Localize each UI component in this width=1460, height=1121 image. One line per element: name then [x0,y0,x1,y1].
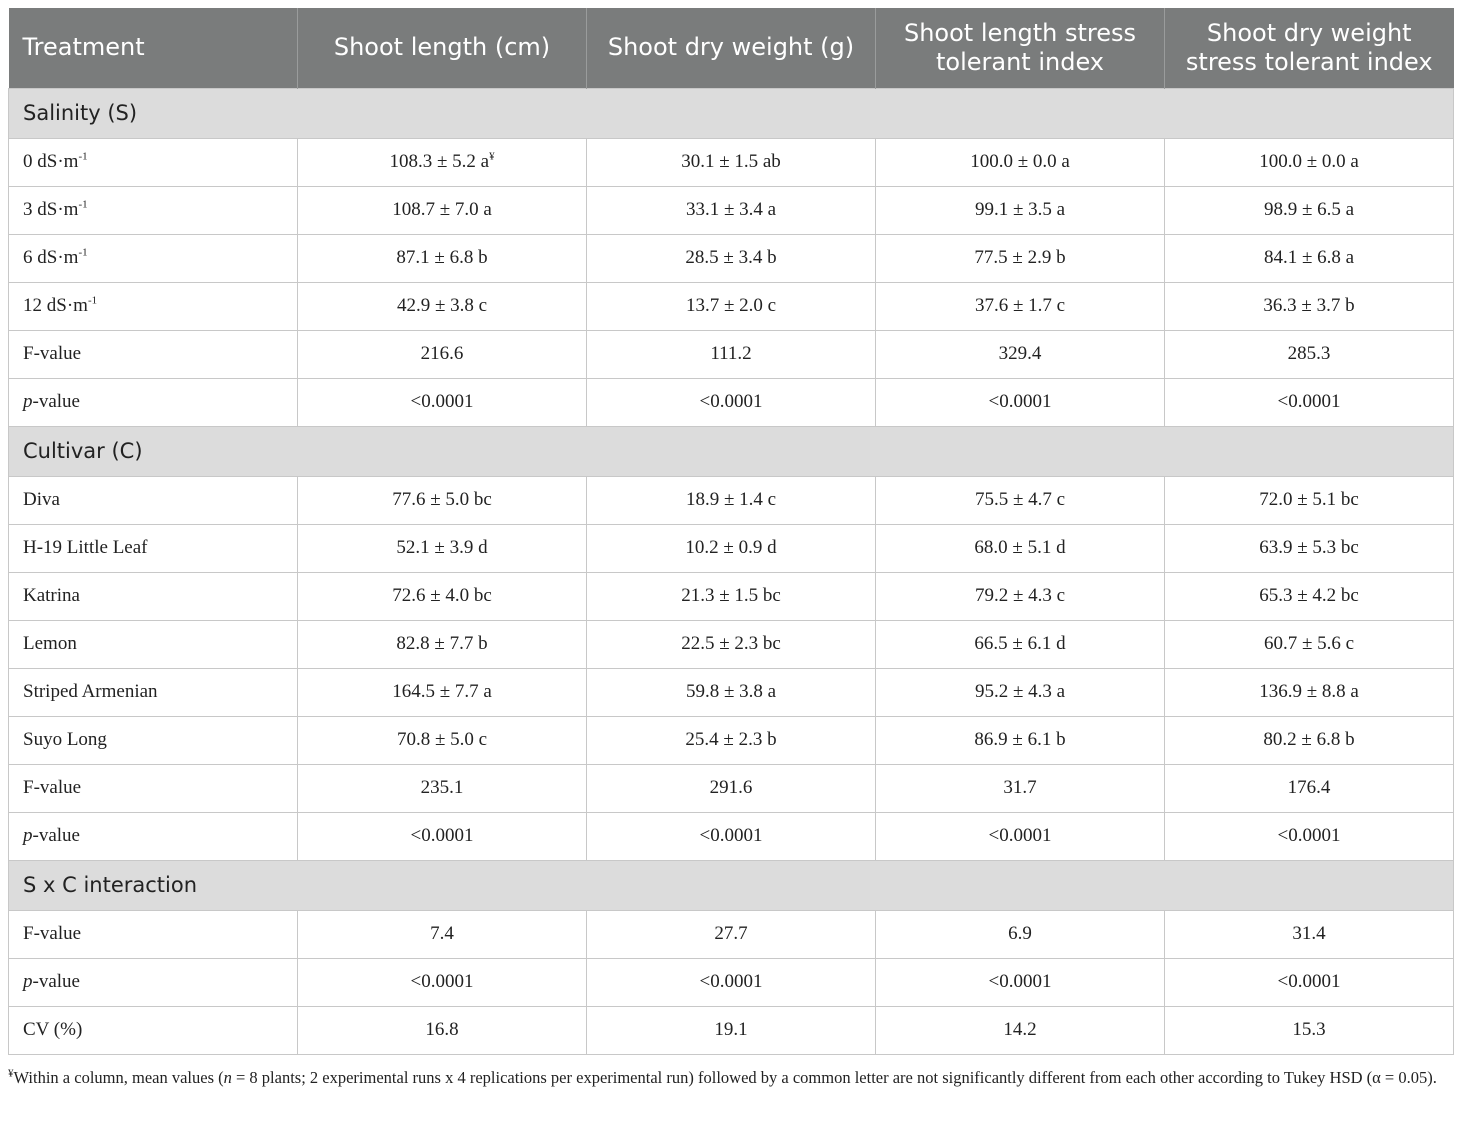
cell-value: 37.6 ± 1.7 c [974,295,1066,316]
header-shoot-length: Shoot length (cm) [298,8,587,88]
table-cell [876,1006,1165,1054]
cell-value: 164.5 ± 7.7 a [392,681,492,702]
row-label-cell [9,476,298,524]
cell-value: 31.7 [1003,777,1037,798]
table-cell [298,282,587,330]
row-label-cell [9,958,298,1006]
table-cell [876,524,1165,572]
row-label-sup: -1 [78,246,88,259]
table-row [9,572,1454,620]
table-row [9,378,1454,426]
cell-footnote-mark: ¥ [489,150,495,163]
table-cell [298,620,587,668]
row-label-sup: -1 [78,150,88,163]
cell-value: <0.0001 [410,391,474,412]
cell-value: <0.0001 [1277,825,1341,846]
table-cell [298,572,587,620]
row-label-italic: p [23,971,33,992]
table-cell [876,138,1165,186]
table-cell [587,330,876,378]
cell-value: 84.1 ± 6.8 a [1263,247,1355,268]
table-cell [587,668,876,716]
row-label: 6 dS·m [23,247,79,268]
section-title: Salinity (S) [9,88,1454,138]
cell-value: <0.0001 [699,971,763,992]
table-row [9,958,1454,1006]
row-label: Lemon [23,633,77,654]
table-cell [298,1006,587,1054]
cell-value: 216.6 [420,343,464,364]
row-label-cell [9,378,298,426]
row-label: 3 dS·m [23,199,79,220]
cell-value: 285.3 [1287,343,1331,364]
table-cell [1165,1006,1454,1054]
table-row [9,620,1454,668]
cell-value: <0.0001 [410,825,474,846]
row-label-cell [9,764,298,812]
table-cell [298,378,587,426]
table-cell [876,812,1165,860]
table-row [9,186,1454,234]
section-row [9,860,1454,910]
cell-value: 70.8 ± 5.0 c [396,729,488,750]
footnote-mark: ¥ [8,1067,14,1080]
table-row [9,282,1454,330]
table-cell [1165,378,1454,426]
table-cell [876,668,1165,716]
table-cell [298,186,587,234]
cell-value: <0.0001 [699,391,763,412]
cell-value: 68.0 ± 5.1 d [974,537,1066,558]
table-row [9,330,1454,378]
table-cell [298,716,587,764]
table-cell [298,812,587,860]
row-label: -value [32,825,80,846]
table-row [9,668,1454,716]
row-label-cell [9,282,298,330]
results-table-container [8,8,1453,1055]
row-label: H-19 Little Leaf [23,537,148,558]
table-cell [876,476,1165,524]
cell-value: 77.6 ± 5.0 bc [392,489,492,510]
row-label-sup: -1 [78,198,88,211]
table-footnote [8,1066,1454,1090]
cell-value: <0.0001 [1277,391,1341,412]
table-row [9,910,1454,958]
cell-value: <0.0001 [988,825,1052,846]
table-row [9,1006,1454,1054]
table-cell [1165,330,1454,378]
table-cell [1165,282,1454,330]
cell-value: <0.0001 [1277,971,1341,992]
cell-value: 13.7 ± 2.0 c [685,295,777,316]
table-cell [1165,958,1454,1006]
table-cell [298,958,587,1006]
cell-value: 72.0 ± 5.1 bc [1259,489,1359,510]
row-label-cell [9,234,298,282]
header-treatment: Treatment [9,8,298,88]
table-row [9,476,1454,524]
row-label-cell [9,572,298,620]
cell-value: 28.5 ± 3.4 b [685,247,777,268]
cell-value: 72.6 ± 4.0 bc [392,585,492,606]
cell-value: 176.4 [1287,777,1331,798]
table-cell [298,138,587,186]
table-body [9,88,1454,1054]
row-label-cell [9,1006,298,1054]
cell-value: 136.9 ± 8.8 a [1259,681,1359,702]
table-cell [876,330,1165,378]
cell-value: 36.3 ± 3.7 b [1263,295,1355,316]
table-cell [587,282,876,330]
footnote-text-2: = 8 plants; 2 experimental runs x 4 replications per experimental run) followed by a common letter are not significantly different from each other according to Tukey HSD (α = 0.05). [231,1068,1437,1087]
cell-value: 31.4 [1292,923,1326,944]
cell-value: 10.2 ± 0.9 d [685,537,777,558]
table-cell [876,282,1165,330]
table-cell [1165,764,1454,812]
cell-value: 19.1 [714,1019,748,1040]
cell-value: 75.5 ± 4.7 c [974,489,1066,510]
row-label-italic: p [23,391,33,412]
table-row [9,138,1454,186]
table-row [9,764,1454,812]
table-cell [587,524,876,572]
row-label: CV (%) [23,1019,83,1040]
cell-value: 52.1 ± 3.9 d [396,537,488,558]
cell-value: 79.2 ± 4.3 c [974,585,1066,606]
table-cell [298,234,587,282]
section-row [9,426,1454,476]
row-label: F-value [23,923,82,944]
cell-value: 42.9 ± 3.8 c [396,295,488,316]
cell-value: 16.8 [425,1019,459,1040]
row-label: F-value [23,777,82,798]
row-label-cell [9,668,298,716]
table-cell [587,476,876,524]
table-cell [1165,234,1454,282]
table-cell [876,764,1165,812]
cell-value: 95.2 ± 4.3 a [974,681,1066,702]
table-cell [587,138,876,186]
row-label-cell [9,620,298,668]
cell-value: 98.9 ± 6.5 a [1263,199,1355,220]
table-cell [298,330,587,378]
cell-value: 329.4 [998,343,1042,364]
table-cell [1165,910,1454,958]
table-cell [1165,524,1454,572]
table-cell [1165,668,1454,716]
cell-value: 60.7 ± 5.6 c [1263,633,1355,654]
row-label-cell [9,716,298,764]
table-cell [298,910,587,958]
row-label-sup: -1 [87,294,98,307]
cell-value: 291.6 [709,777,753,798]
cell-value: 100.0 ± 0.0 a [1259,151,1359,172]
table-cell [876,186,1165,234]
table-cell [876,620,1165,668]
table-cell [1165,186,1454,234]
row-label-italic: p [23,825,33,846]
row-label: Striped Armenian [23,681,158,702]
cell-value: 33.1 ± 3.4 a [685,199,777,220]
row-label-cell [9,330,298,378]
cell-value: 30.1 ± 1.5 ab [681,151,781,172]
table-row [9,716,1454,764]
table-cell [1165,138,1454,186]
cell-value: 22.5 ± 2.3 bc [681,633,781,654]
section-title: Cultivar (C) [9,426,1454,476]
results-table [8,8,1454,1055]
table-cell [587,716,876,764]
cell-value: 108.7 ± 7.0 a [392,199,492,220]
table-cell [1165,620,1454,668]
table-cell [298,476,587,524]
cell-value: 15.3 [1292,1019,1326,1040]
row-label-cell [9,138,298,186]
table-cell [876,234,1165,282]
table-cell [587,910,876,958]
cell-value: 108.3 ± 5.2 a [389,151,490,172]
cell-value: 65.3 ± 4.2 bc [1259,585,1359,606]
table-cell [587,234,876,282]
header-shoot-dry-weight-sti: Shoot dry weight stress tolerant index [1165,8,1454,88]
cell-value: 99.1 ± 3.5 a [974,199,1066,220]
table-cell [1165,716,1454,764]
header-shoot-dry-weight: Shoot dry weight (g) [587,8,876,88]
row-label: -value [32,971,80,992]
table-row [9,524,1454,572]
cell-value: 235.1 [420,777,464,798]
table-cell [587,186,876,234]
table-cell [587,812,876,860]
cell-value: 66.5 ± 6.1 d [974,633,1066,654]
cell-value: <0.0001 [410,971,474,992]
table-cell [298,668,587,716]
row-label-cell [9,812,298,860]
table-cell [587,572,876,620]
row-label-cell [9,524,298,572]
cell-value: 25.4 ± 2.3 b [685,729,777,750]
cell-value: 21.3 ± 1.5 bc [681,585,781,606]
table-cell [587,378,876,426]
header-shoot-length-sti: Shoot length stress tolerant index [876,8,1165,88]
table-cell [587,1006,876,1054]
cell-value: 14.2 [1003,1019,1037,1040]
table-cell [876,958,1165,1006]
footnote-text-1: Within a column, mean values ( [13,1068,224,1087]
table-cell [587,620,876,668]
cell-value: 6.9 [1008,923,1032,944]
section-title: S x C interaction [9,860,1454,910]
cell-value: 111.2 [710,343,752,364]
table-cell [298,764,587,812]
table-cell [876,716,1165,764]
row-label: Suyo Long [23,729,107,750]
cell-value: 63.9 ± 5.3 bc [1259,537,1359,558]
cell-value: <0.0001 [699,825,763,846]
cell-value: 18.9 ± 1.4 c [685,489,777,510]
row-label-cell [9,910,298,958]
row-label: Katrina [23,585,80,606]
row-label: Diva [23,489,60,510]
row-label: -value [32,391,80,412]
cell-value: 82.8 ± 7.7 b [396,633,488,654]
table-row [9,234,1454,282]
cell-value: 87.1 ± 6.8 b [396,247,488,268]
row-label: F-value [23,343,82,364]
cell-value: <0.0001 [988,391,1052,412]
table-cell [876,910,1165,958]
table-cell [876,378,1165,426]
cell-value: 100.0 ± 0.0 a [970,151,1070,172]
table-cell [298,524,587,572]
cell-value: 27.7 [714,923,748,944]
cell-value: 7.4 [430,923,454,944]
cell-value: 77.5 ± 2.9 b [974,247,1066,268]
table-cell [876,572,1165,620]
table-cell [587,764,876,812]
row-label: 12 dS·m [23,295,88,316]
cell-value: 59.8 ± 3.8 a [685,681,777,702]
header-row [9,8,1454,88]
cell-value: 86.9 ± 6.1 b [974,729,1066,750]
section-row [9,88,1454,138]
cell-value: 80.2 ± 6.8 b [1263,729,1355,750]
cell-value: <0.0001 [988,971,1052,992]
footnote-n: n [223,1068,232,1087]
table-row [9,812,1454,860]
row-label: 0 dS·m [23,151,79,172]
table-cell [587,958,876,1006]
table-cell [1165,476,1454,524]
table-cell [1165,572,1454,620]
row-label-cell [9,186,298,234]
table-cell [1165,812,1454,860]
